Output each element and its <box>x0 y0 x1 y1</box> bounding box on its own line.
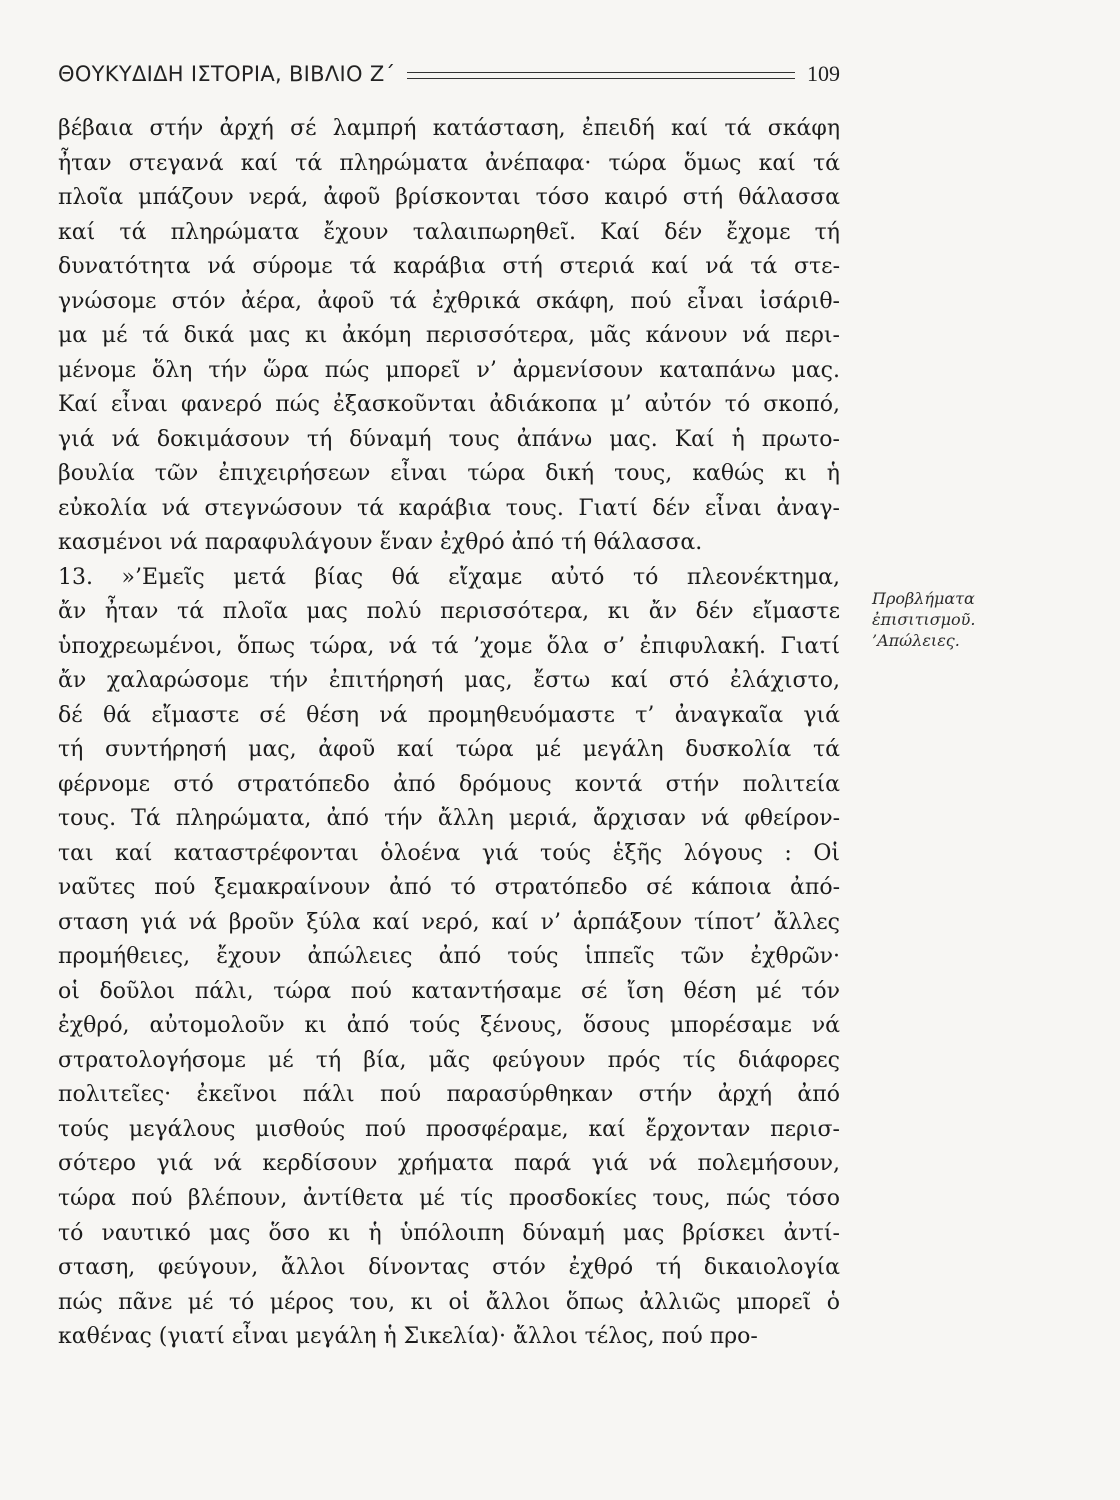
margin-note-line: Προβλήματα <box>872 589 975 608</box>
text-line: πολιτεῖες· ἐκεῖνοι πάλι πού παρασύρθηκαν στήν ἀρχή ἀπό <box>58 1082 840 1108</box>
text-line: ἄν χαλαρώσομε τήν ἐπιτήρησή μας, ἔστω καί στό ἐλάχιστο, <box>58 668 840 694</box>
header-title: ΘΟΥΚΥΔΙΔΗ ΙΣΤΟΡΙΑ, ΒΙΒΛΙΟ Ζ΄ <box>58 62 396 86</box>
text-line: δέ θά εἴμαστε σέ θέση νά προμηθευόμαστε τ’ ἀναγκαῖα γιά <box>58 702 840 728</box>
text-line: προμήθειες, ἔχουν ἀπώλειες ἀπό τούς ἱππεῖς τῶν ἐχθρῶν· <box>58 944 840 970</box>
text-line: εὐκολία νά στεγνώσουν τά καράβια τους. Γιατί δέν εἶναι ἀναγ- <box>58 495 840 521</box>
text-line: σότερο γιά νά κερδίσουν χρήματα παρά γιά νά πολεμήσουν, <box>58 1151 840 1177</box>
page-number: 109 <box>807 61 840 86</box>
text-line: βέβαια στήν ἀρχή σέ λαμπρή κατάσταση, ἐπειδή καί τά σκάφη <box>58 116 840 141</box>
header-double-rule <box>407 72 795 79</box>
text-line: σταση γιά νά βροῦν ξύλα καί νερό, καί ν’ ἁρπάξουν τίποτ’ ἄλλες <box>58 909 840 935</box>
text-line: ἐχθρό, αὐτομολοῦν κι ἀπό τούς ξένους, ὅσους μπορέσαμε νά <box>58 1013 840 1039</box>
text-line: δυνατότητα νά σύρομε τά καράβια στή στεριά καί νά τά στε- <box>58 254 840 280</box>
text-line: φέρνομε στό στρατόπεδο ἀπό δρόμους κοντά στήν πολιτεία <box>58 771 840 797</box>
text-line: γιά νά δοκιμάσουν τή δύναμή τους ἀπάνω μας. Καί ἡ πρωτο- <box>58 426 840 452</box>
text-line: ἦταν στεγανά καί τά πληρώματα ἀνέπαφα· τώρα ὅμως καί τά <box>58 150 840 176</box>
body-text <box>58 112 840 1355</box>
text-line: μα μέ τά δικά μας κι ἀκόμη περισσότερα, μᾶς κάνουν νά περι- <box>58 323 840 349</box>
text-line: ναῦτες πού ξεμακραίνουν ἀπό τό στρατόπεδο σέ κάποια ἀπό- <box>58 875 840 901</box>
text-line: στρατολογήσομε μέ τή βία, μᾶς φεύγουν πρός τίς διάφορες <box>58 1047 840 1073</box>
text-line: ὑποχρεωμένοι, ὅπως τώρα, νά τά ’χομε ὅλα σ’ ἐπιφυλακή. Γιατί <box>58 633 840 659</box>
text-line: μένομε ὅλη τήν ὥρα πώς μπορεῖ ν’ ἀρμενίσουν καταπάνω μας. <box>58 357 840 383</box>
text-line: οἱ δοῦλοι πάλι, τώρα πού καταντήσαμε σέ ἴση θέση μέ τόν <box>58 978 840 1004</box>
text-line: γνώσομε στόν ἀέρα, ἀφοῦ τά ἐχθρικά σκάφη, πού εἶναι ἰσάριθ- <box>58 288 840 314</box>
text-line: ται καί καταστρέφονται ὁλοένα γιά τούς ἑξῆς λόγους : Οἱ <box>58 840 840 866</box>
text-line: τό ναυτικό μας ὅσο κι ἡ ὑπόλοιπη δύναμή μας βρίσκει ἀντί- <box>58 1220 840 1246</box>
text-line: σταση, φεύγουν, ἄλλοι δίνοντας στόν ἐχθρό τή δικαιολογία <box>58 1255 840 1281</box>
text-line: ἄν ἦταν τά πλοῖα μας πολύ περισσότερα, κι ἄν δέν εἴμαστε <box>58 599 840 625</box>
text-line: καί τά πληρώματα ἔχουν ταλαιπωρηθεῖ. Καί δέν ἔχομε τή <box>58 219 840 245</box>
text-line: 13. »’Εμεῖς μετά βίας θά εἴχαμε αὐτό τό πλεονέκτημα, <box>58 564 840 590</box>
text-line: τους. Τά πληρώματα, ἀπό τήν ἄλλη μεριά, ἄρχισαν νά φθείρον- <box>58 806 840 832</box>
text-line: βουλία τῶν ἐπιχειρήσεων εἶναι τώρα δική τους, καθώς κι ἡ <box>58 461 840 487</box>
text-line: τούς μεγάλους μισθούς πού προσφέραμε, καί ἔρχονταν περισ- <box>58 1116 840 1142</box>
text-line: πώς πᾶνε μέ τό μέρος του, κι οἱ ἄλλοι ὅπως ἀλλιῶς μπορεῖ ὁ <box>58 1289 840 1315</box>
text-line: κασμένοι νά παραφυλάγουν ἕναν ἐχθρό ἀπό τή θάλασσα. <box>58 530 703 556</box>
text-line: Καί εἶναι φανερό πώς ἐξασκοῦνται ἀδιάκοπα μ’ αὐτόν τό σκοπό, <box>58 392 840 418</box>
text-line: τή συντήρησή μας, ἀφοῦ καί τώρα μέ μεγάλη δυσκολία τά <box>58 737 840 763</box>
margin-note-line: ἐπισιτισμοῦ. <box>872 610 976 629</box>
margin-note <box>872 588 1042 651</box>
text-line: πλοῖα μπάζουν νερά, ἀφοῦ βρίσκονται τόσο καιρό στή θάλασσα <box>58 185 840 211</box>
running-header <box>58 58 840 90</box>
text-line: καθένας (γιατί εἶναι μεγάλη ἡ Σικελία)· ἄλλοι τέλος, πού προ- <box>58 1324 758 1350</box>
text-line: τώρα πού βλέπουν, ἀντίθετα μέ τίς προσδοκίες τους, πώς τόσο <box>58 1185 840 1211</box>
margin-note-line: ’Απώλειες. <box>872 631 960 650</box>
